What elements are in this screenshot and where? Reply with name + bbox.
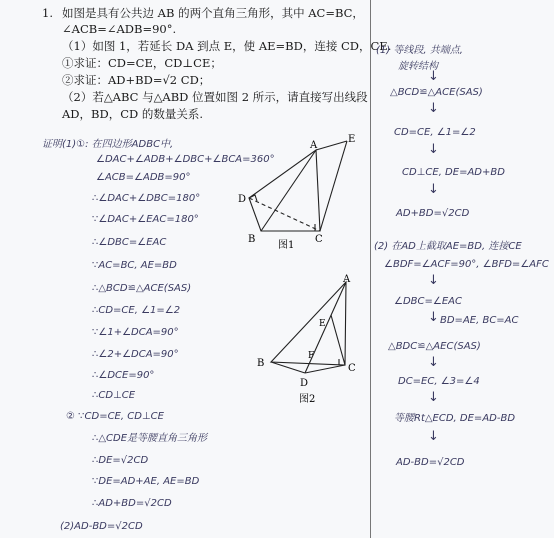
down-arrow-icon: ↓ [428,69,439,84]
left-solution-line-5: ∵∠DAC+∠EAC=180° [92,214,199,225]
down-arrow-icon: ↓ [428,273,439,288]
down-arrow-icon: ↓ [428,355,439,370]
down-arrow-icon: ↓ [428,182,439,197]
fig2-label-d: D [300,378,309,389]
left-solution-line-18: ∴AD+BD=√2CD [92,498,172,509]
fig1-label-d: D [238,194,247,205]
problem-proof-a: ①求证：CD=CE，CD⊥CE； [62,56,222,70]
down-arrow-icon: ↓ [428,429,439,444]
problem-proof-b: ②求证：AD+BD=√2 CD； [62,73,211,87]
left-solution-line-15: ∴△CDE是等腰直角三角形 [92,433,208,444]
right-step-5: ∠BDF=∠ACF=90°, ∠BFD=∠AFC [384,259,549,270]
fig1-label-b: B [248,234,256,245]
problem-line-1: 如图是具有公共边 AB 的两个直角三角形，其中 AC=BC， [62,6,364,20]
fig1-label-c: C [315,234,323,245]
left-solution-line-6: ∴∠DBC=∠EAC [92,237,167,248]
problem-number: 1. [42,6,53,20]
left-solution-line-14: ② ∵CD=CE, CD⊥CE [66,411,164,422]
right-step-4: AD+BD=√2CD [396,208,470,219]
down-arrow-icon: ↓ [428,310,439,325]
right-step-8: △BDC≌△AEC(SAS) [388,341,481,352]
problem-part-2-line-2: AD，BD，CD 的数量关系. [62,107,204,121]
left-solution-line-9: ∴CD=CE, ∠1=∠2 [92,305,181,316]
problem-part-2-line-1: （2）若△ABC 与△ABD 位置如图 2 所示，请直接写出线段 [62,90,368,104]
right-step-7: BD=AE, BC=AC [440,315,519,326]
fig1-label-a: A [310,140,318,151]
right-step-2: CD=CE, ∠1=∠2 [394,127,476,138]
right-step-3: CD⊥CE, DE=AD+BD [402,167,505,178]
fig2-label-c: C [348,363,356,374]
right-step-10: 等腰Rt△ECD, DE=AD-BD [394,413,516,424]
left-solution-line-11: ∴∠2+∠DCA=90° [92,349,179,360]
figure-2 [255,270,365,408]
fig2-label-f: F [308,351,315,361]
fig2-caption: 图2 [299,394,316,405]
left-solution-line-17: ∵DE=AD+AE, AE=BD [92,476,200,487]
problem-line-2: ∠ACB=∠ADB=90°. [62,22,177,36]
right-step-6: ∠DBC=∠EAC [394,296,462,307]
right-part2-title: (2) 在AD上截取AE=BD, 连接CE [374,241,522,252]
figure-1 [222,132,367,250]
left-solution-line-2: ∠DAC+∠ADB+∠DBC+∠BCA=360° [96,154,275,165]
right-part1-subtitle: 旋转结构 [398,61,438,72]
fig1-caption: 图1 [278,240,295,250]
down-arrow-icon: ↓ [428,390,439,405]
left-solution-line-8: ∴△BCD≌△ACE(SAS) [92,283,192,294]
left-solution-line-3: ∠ACB=∠ADB=90° [96,172,191,183]
left-solution-line-4: ∴∠DAC+∠DBC=180° [92,193,201,204]
left-solution-line-12: ∴∠DCE=90° [92,370,155,381]
right-step-1: △BCD≌△ACE(SAS) [390,87,483,98]
down-arrow-icon: ↓ [428,101,439,116]
left-solution-line-1: 证明(1)①: 在四边形ADBC中, [42,139,174,150]
left-solution-line-7: ∵AC=BC, AE=BD [92,260,177,271]
fig2-label-a: A [343,274,351,285]
left-solution-line-10: ∵∠1+∠DCA=90° [92,327,179,338]
fig2-label-e: E [319,319,326,329]
column-divider [370,0,371,538]
left-solution-line-16: ∴DE=√2CD [92,455,149,466]
left-solution-line-19: (2)AD-BD=√2CD [60,521,143,532]
right-step-9: DC=EC, ∠3=∠4 [398,376,480,387]
right-step-11: AD-BD=√2CD [396,457,465,468]
problem-part-1: （1）如图 1，若延长 DA 到点 E，使 AE=BD，连接 CD，CE. [62,39,392,53]
right-part1-title: (1) 等线段, 共端点, [376,45,463,56]
left-solution-line-13: ∴CD⊥CE [92,390,136,401]
fig2-label-b: B [257,358,265,369]
fig1-label-e: E [348,134,356,145]
down-arrow-icon: ↓ [428,142,439,157]
